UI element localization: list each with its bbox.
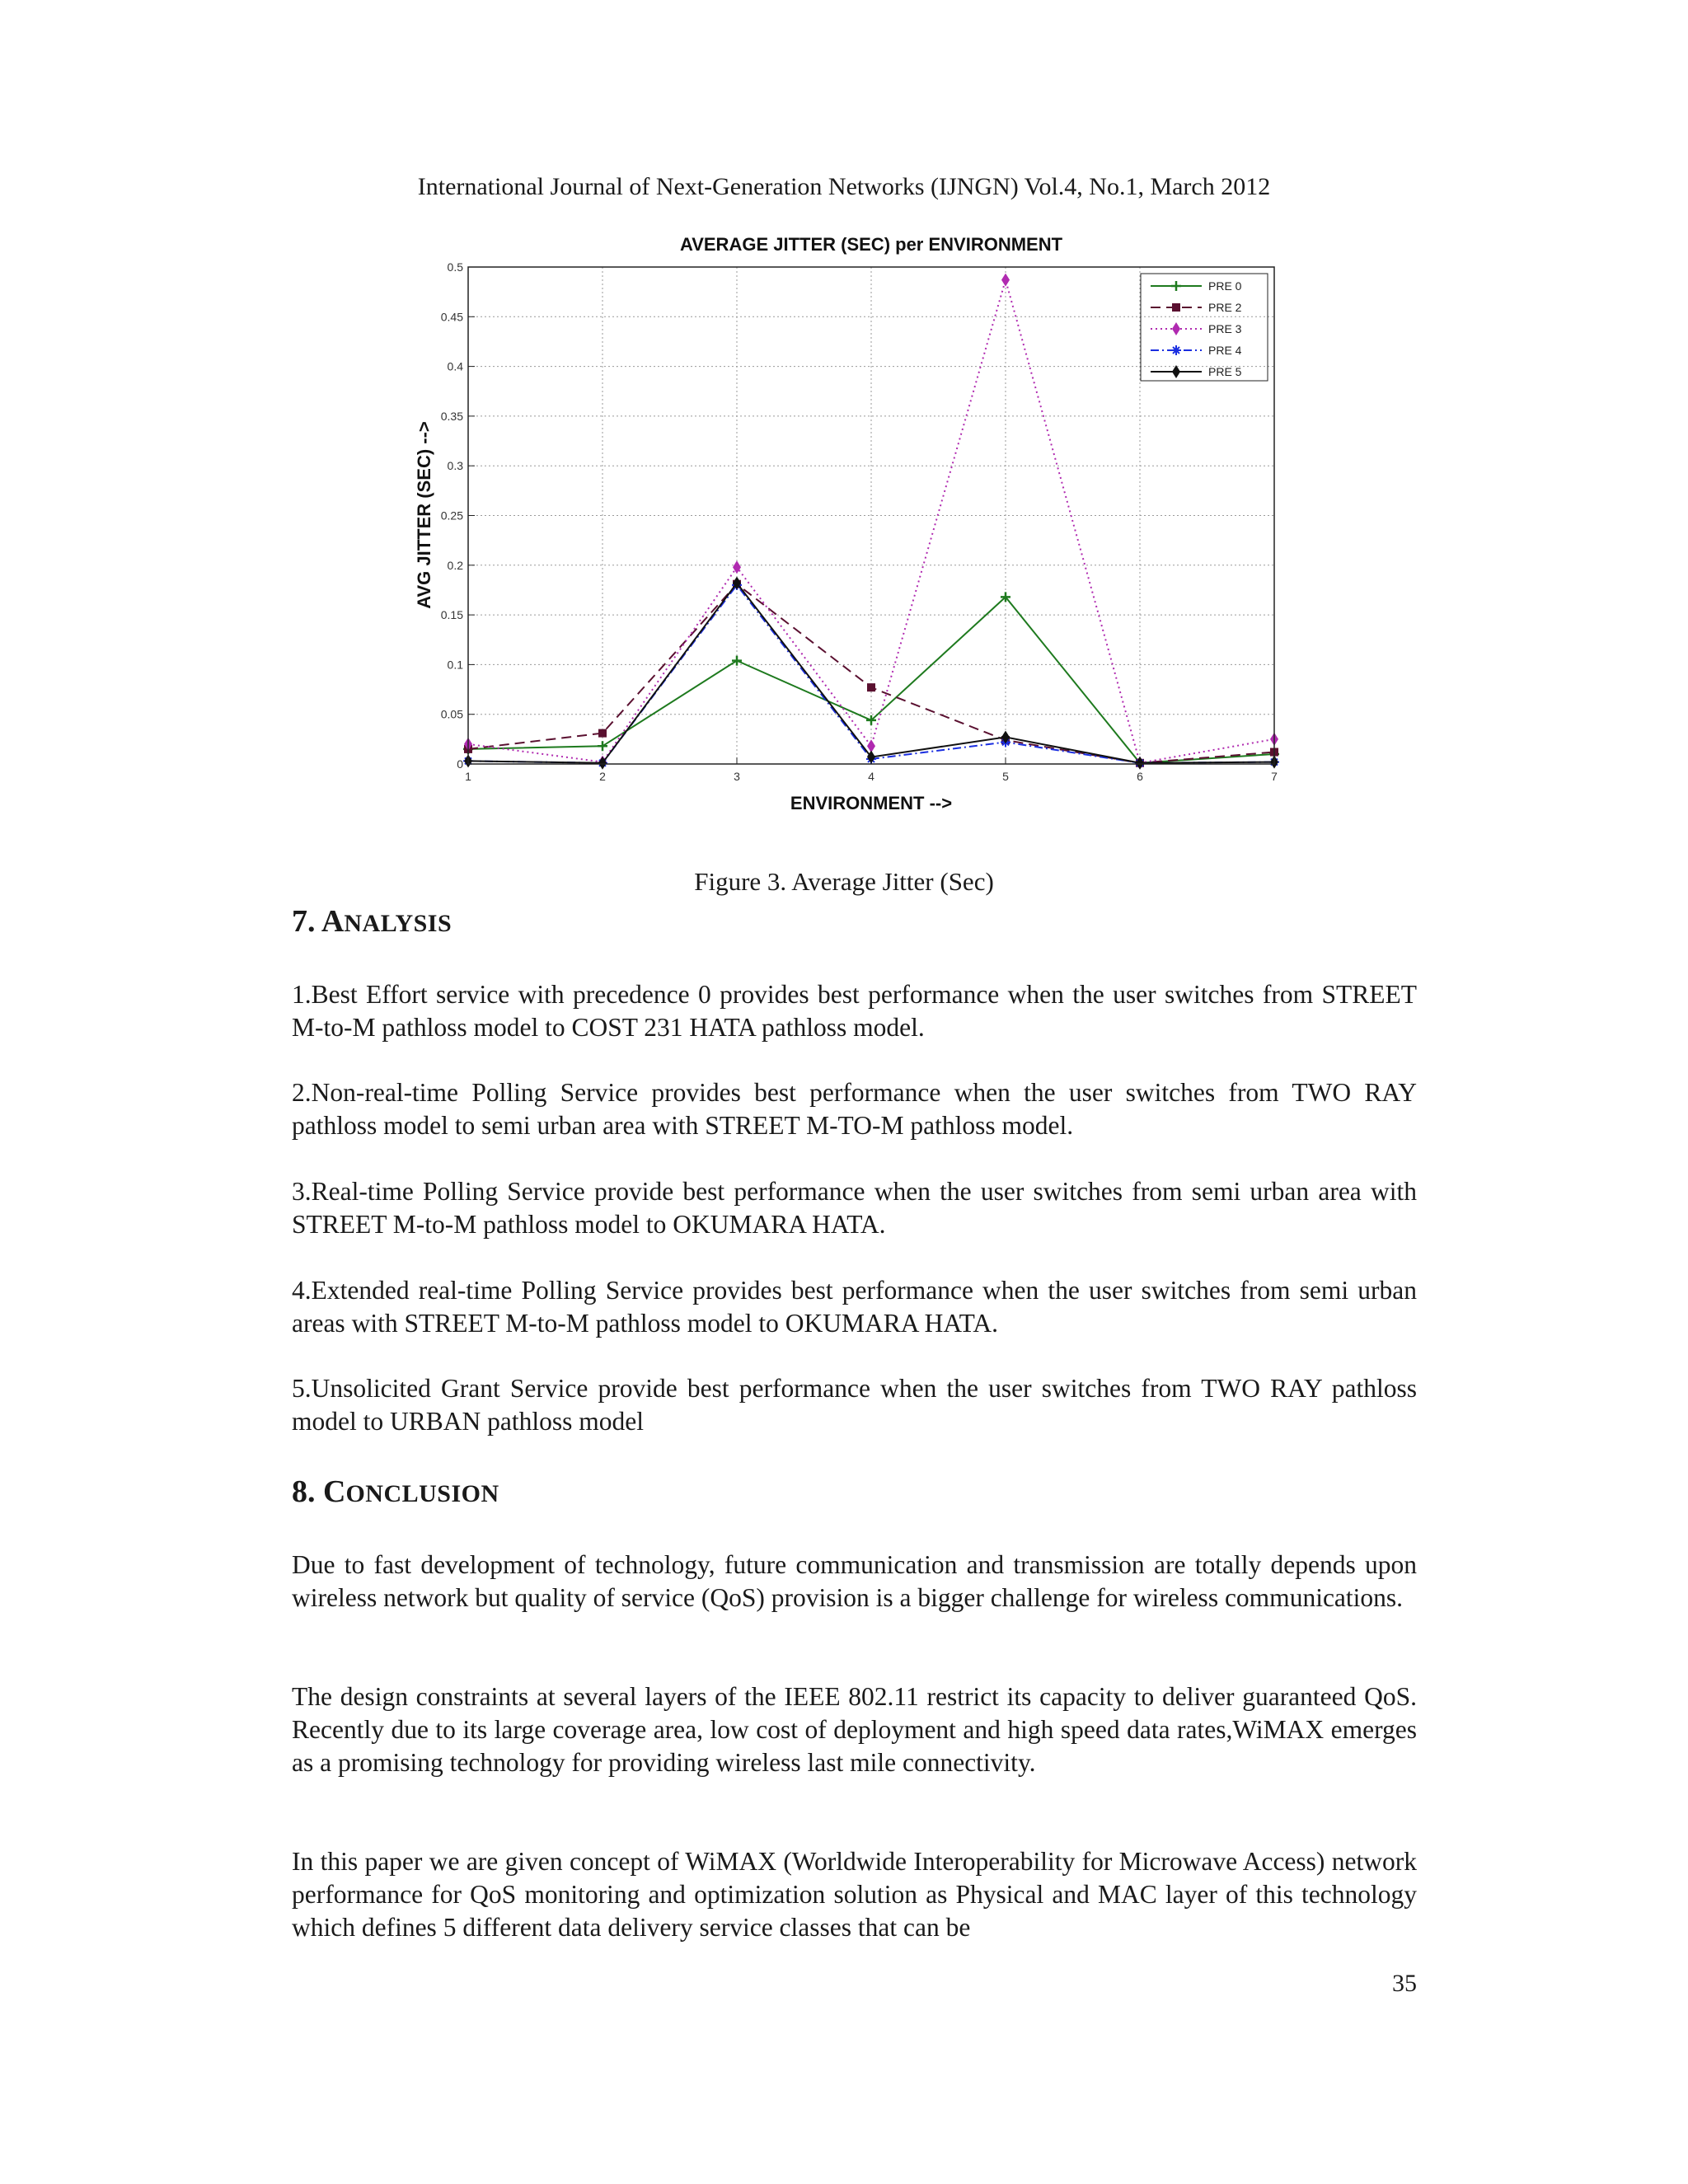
y-tick-label: 0.2 xyxy=(447,558,463,572)
data-point xyxy=(732,656,742,666)
y-tick-label: 0.3 xyxy=(447,459,463,473)
figure-caption: Figure 3. Average Jitter (Sec) xyxy=(694,867,994,896)
x-tick-label: 3 xyxy=(734,770,740,783)
jitter-figure xyxy=(404,224,1343,838)
series-line-pre-2 xyxy=(468,584,1274,763)
chart-title: AVERAGE JITTER (SEC) per ENVIRONMENT xyxy=(679,234,1063,255)
legend-box xyxy=(1141,274,1268,381)
analysis-title-rest: NALYSIS xyxy=(344,910,452,937)
conclusion-paragraph: In this paper we are given concept of WiMAX (Worldwide Interoperability for Microwave Access) network performance for QoS monitoring and optimization solution as Physical and MAC layer of this technology which defines 5 different data delivery service classes that can be xyxy=(292,1847,1417,1942)
legend-marker xyxy=(1172,303,1180,312)
data-point xyxy=(598,741,607,751)
legend-label: PRE 3 xyxy=(1208,322,1242,335)
jitter-chart xyxy=(404,224,1343,838)
analysis-item: 5.Unsolicited Grant Service provide best performance when the user switches from TWO RAY pathloss model to URBAN pathloss model xyxy=(292,1374,1417,1436)
conclusion-title-rest: ONCLUSION xyxy=(345,1480,499,1507)
y-tick-label: 0.4 xyxy=(447,359,463,373)
conclusion-title-initial: C xyxy=(323,1474,346,1509)
legend-label: PRE 0 xyxy=(1208,279,1242,293)
conclusion-paragraph: The design constraints at several layers of the IEEE 802.11 restrict its capacity to deliver guaranteed QoS. Recently due to its large coverage area, low cost of deployment and high speed data rates,WiMAX emerges as a promising technology for providing wireless last mile connectivity. xyxy=(292,1682,1417,1777)
y-tick-label: 0.15 xyxy=(440,608,463,622)
analysis-number: 7. xyxy=(292,904,321,939)
y-axis-label: AVG JITTER (SEC) --> xyxy=(414,421,434,609)
legend-label: PRE 5 xyxy=(1208,365,1242,378)
x-tick-label: 4 xyxy=(868,770,874,783)
y-tick-label: 0.25 xyxy=(440,509,463,523)
x-tick-label: 1 xyxy=(465,770,471,783)
running-head: International Journal of Next-Generation Networks (IJNGN) Vol.4, No.1, March 2012 xyxy=(417,173,1271,200)
x-axis-label: ENVIRONMENT --> xyxy=(790,793,953,813)
y-tick-label: 0.35 xyxy=(440,409,463,423)
legend-marker xyxy=(1172,365,1180,378)
series-pre-3 xyxy=(464,274,1278,770)
x-tick-label: 7 xyxy=(1271,770,1278,783)
x-tick-label: 6 xyxy=(1137,770,1143,783)
analysis-title-initial: A xyxy=(321,904,345,939)
conclusion-paragraph: Due to fast development of technology, future communication and transmission are totally depends upon wireless network but quality of service (QoS) provision is a bigger challenge for wireless communications. xyxy=(292,1550,1417,1612)
conclusion-heading xyxy=(292,1474,499,1510)
analysis-heading xyxy=(292,903,452,940)
y-tick-label: 0.05 xyxy=(440,707,463,721)
x-tick-label: 2 xyxy=(599,770,606,783)
y-tick-label: 0.1 xyxy=(447,658,463,672)
y-tick-label: 0.5 xyxy=(447,260,463,274)
analysis-item: 3.Real-time Polling Service provide best performance when the user switches from semi urban area with STREET M-to-M pathloss model to OKUMARA HATA. xyxy=(292,1177,1417,1239)
x-tick-label: 5 xyxy=(1002,770,1009,783)
analysis-item: 2.Non-real-time Polling Service provides best performance when the user switches from TWO RAY pathloss model to semi urban area with STREET M-TO-M pathloss model. xyxy=(292,1078,1417,1140)
legend-marker xyxy=(1172,322,1180,335)
y-tick-label: 0.45 xyxy=(440,310,463,324)
data-point xyxy=(867,683,875,691)
page-number: 35 xyxy=(1392,1970,1417,1997)
legend-marker xyxy=(1171,281,1181,291)
legend-marker xyxy=(1171,345,1181,355)
analysis-item: 4.Extended real-time Polling Service provides best performance when the user switches from semi urban areas with STREET M-to-M pathloss model to OKUMARA HATA. xyxy=(292,1276,1417,1338)
series-line-pre-4 xyxy=(468,585,1274,763)
chart-legend xyxy=(1141,274,1268,381)
legend-label: PRE 2 xyxy=(1208,301,1242,314)
data-point xyxy=(598,729,607,738)
conclusion-number: 8. xyxy=(292,1474,323,1509)
data-point xyxy=(1001,274,1010,287)
y-tick-label: 0 xyxy=(457,757,463,771)
legend-label: PRE 4 xyxy=(1208,344,1242,357)
series-pre-2 xyxy=(464,580,1278,767)
analysis-item: 1.Best Effort service with precedence 0 provides best performance when the user switches from STREET M-to-M pathloss model to COST 231 HATA pathloss model. xyxy=(292,980,1417,1042)
